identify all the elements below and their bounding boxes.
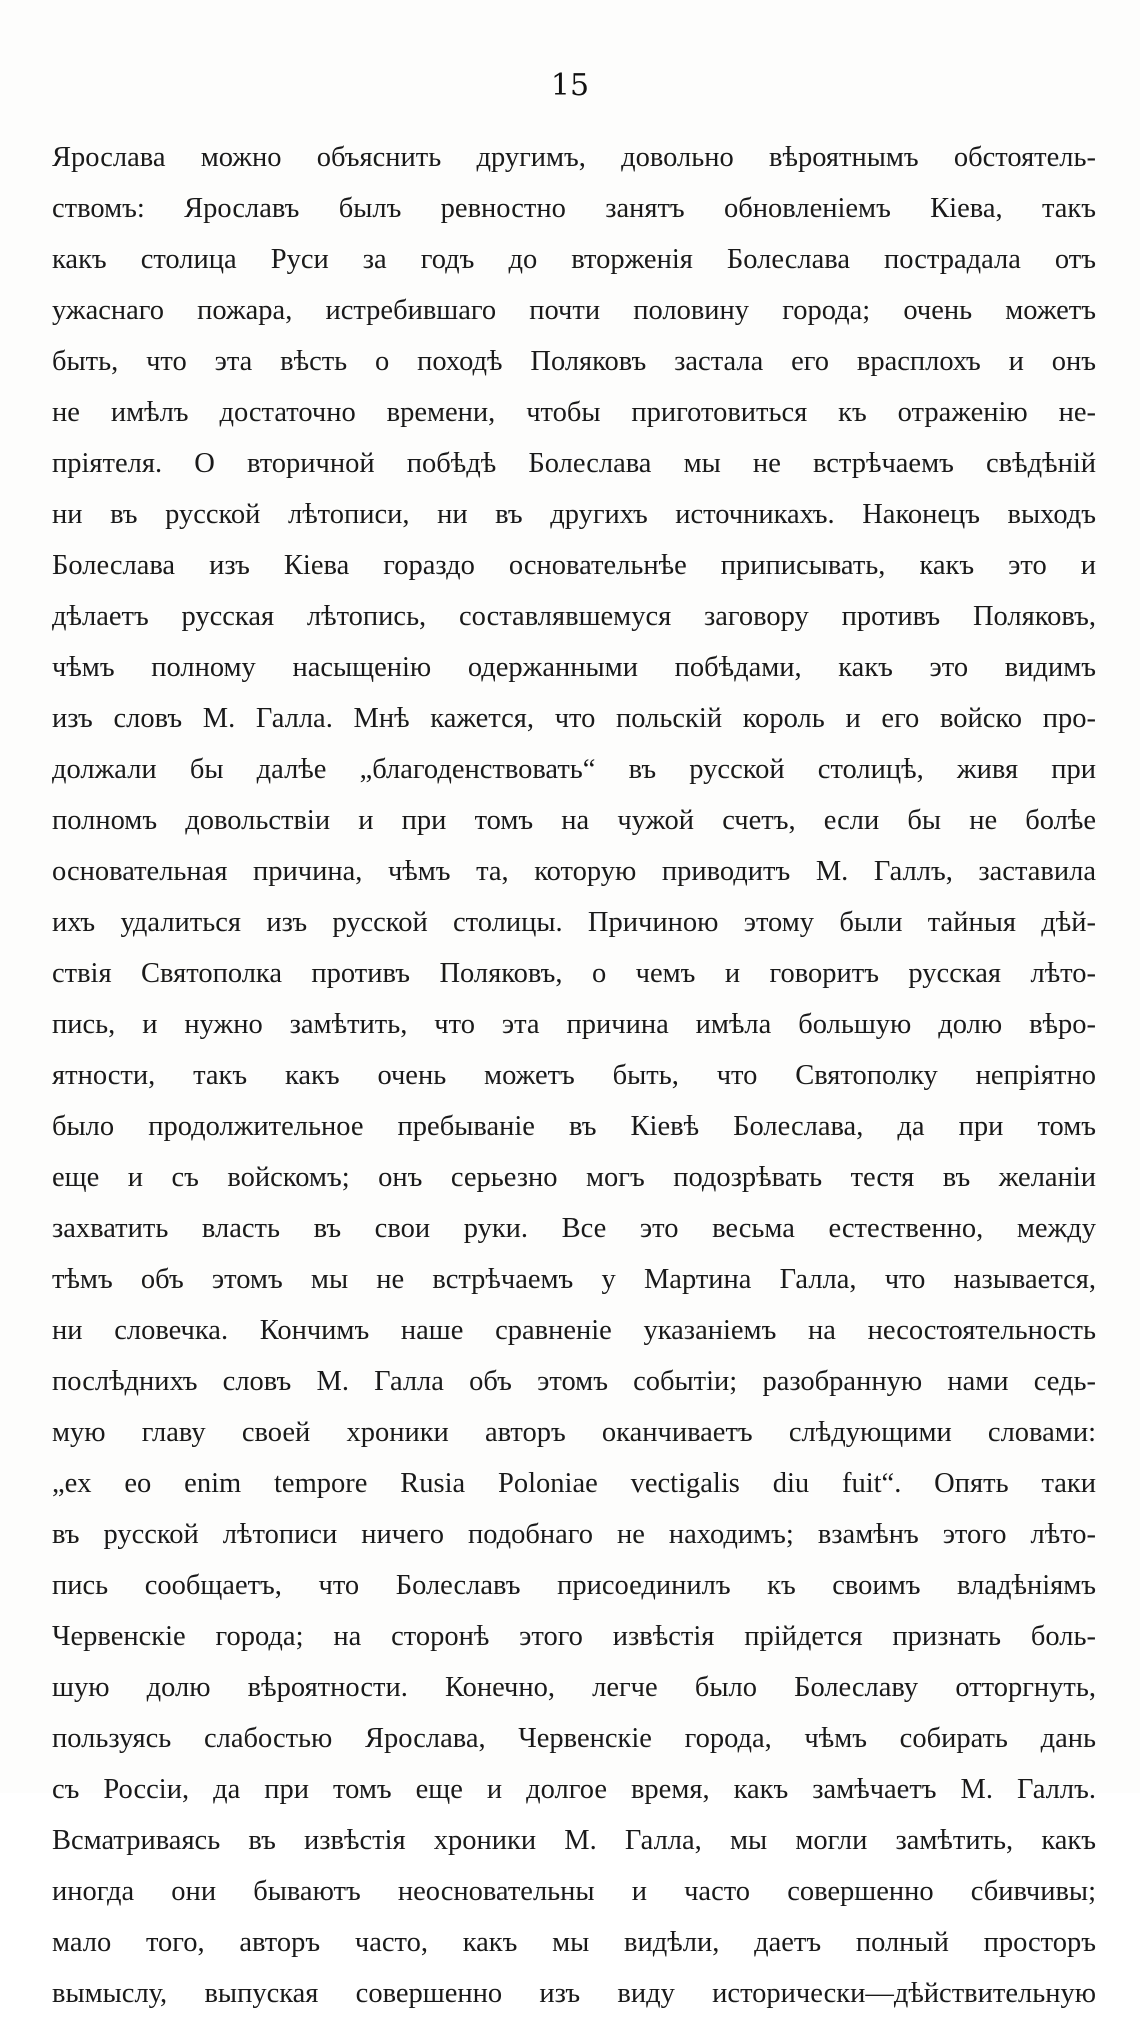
text-line: мало того, авторъ часто, какъ мы видѣли, даетъ полный просторъ [52,1927,1096,1958]
text-line: было продолжительное пребываніе въ Кіевѣ Болеслава, да при томъ [52,1111,1096,1142]
text-line: ствія Святополка противъ Поляковъ, о чемъ и говоритъ русская лѣто- [52,958,1096,989]
text-line: Червенскіе города; на сторонѣ этого извѣстія прійдется признать боль- [52,1621,1096,1652]
text-line: изъ словъ М. Галла. Мнѣ кажется, что польскій король и его войско про- [52,703,1096,734]
text-line: какъ столица Руси за годъ до вторженія Болеслава пострадала отъ [52,244,1096,275]
text-line: Болеслава изъ Кіева гораздо основательнѣе приписывать, какъ это и [52,550,1096,581]
body-text [52,132,1096,2019]
text-line: ятности, такъ какъ очень можетъ быть, что Святополку непріятно [52,1060,1096,1091]
text-line: ни словечка. Кончимъ наше сравненіе указаніемъ на несостоятельность [52,1315,1096,1346]
text-line: не имѣлъ достаточно времени, чтобы приготовиться къ отраженію не- [52,397,1096,428]
text-line: пріятеля. О вторичной побѣдѣ Болеслава мы не встрѣчаемъ свѣдѣній [52,448,1096,479]
text-line: должали бы далѣе „благоденствовать“ въ русской столицѣ, живя при [52,754,1096,785]
text-line: пись, и нужно замѣтить, что эта причина имѣла большую долю вѣро- [52,1009,1096,1040]
text-line: мую главу своей хроники авторъ оканчиваетъ слѣдующими словами: [52,1417,1096,1448]
text-line: дѣлаетъ русская лѣтопись, составлявшемуся заговору противъ Поляковъ, [52,601,1096,632]
text-line: быть, что эта вѣсть о походѣ Поляковъ застала его врасплохъ и онъ [52,346,1096,377]
text-line: тѣмъ объ этомъ мы не встрѣчаемъ у Мартина Галла, что называется, [52,1264,1096,1295]
text-line: пись сообщаетъ, что Болеславъ присоединилъ къ своимъ владѣніямъ [52,1570,1096,1601]
page-number: 15 [550,68,590,103]
text-line: чѣмъ полному насыщенію одержанными побѣдами, какъ это видимъ [52,652,1096,683]
text-line: еще и съ войскомъ; онъ серьезно могъ подозрѣвать тестя въ желаніи [52,1162,1096,1193]
text-line: въ русской лѣтописи ничего подобнаго не находимъ; взамѣнъ этого лѣто- [52,1519,1096,1550]
text-line: съ Россіи, да при томъ еще и долгое время, какъ замѣчаетъ М. Галлъ. [52,1774,1096,1805]
text-line: ствомъ: Ярославъ былъ ревностно занятъ обновленіемъ Кіева, такъ [52,193,1096,224]
text-line: иногда они бываютъ неосновательны и часто совершенно сбивчивы; [52,1876,1096,1907]
text-line: Ярослава можно объяснить другимъ, довольно вѣроятнымъ обстоятель- [52,142,1096,173]
text-line: Всматриваясь въ извѣстія хроники М. Галла, мы могли замѣтить, какъ [52,1825,1096,1856]
text-line: ихъ удалиться изъ русской столицы. Причиною этому были тайныя дѣй- [52,907,1096,938]
text-line: вымыслу, выпуская совершенно изъ виду исторически—дѣйствительную [52,1978,1096,2009]
text-line: основательная причина, чѣмъ та, которую приводитъ М. Галлъ, заставила [52,856,1096,887]
text-line: ужаснаго пожара, истребившаго почти половину города; очень можетъ [52,295,1096,326]
text-line: „ex eo enim tempore Rusia Poloniae vectigalis diu fuit“. Опять таки [52,1468,1096,1499]
text-line: послѣднихъ словъ М. Галла объ этомъ событіи; разобранную нами седь- [52,1366,1096,1397]
text-line: ни въ русской лѣтописи, ни въ другихъ источникахъ. Наконецъ выходъ [52,499,1096,530]
text-line: шую долю вѣроятности. Конечно, легче было Болеславу отторгнуть, [52,1672,1096,1703]
text-line: пользуясь слабостью Ярослава, Червенскіе города, чѣмъ собирать дань [52,1723,1096,1754]
text-line: полномъ довольствіи и при томъ на чужой счетъ, если бы не болѣе [52,805,1096,836]
text-line: захватить власть въ свои руки. Все это весьма естественно, между [52,1213,1096,1244]
